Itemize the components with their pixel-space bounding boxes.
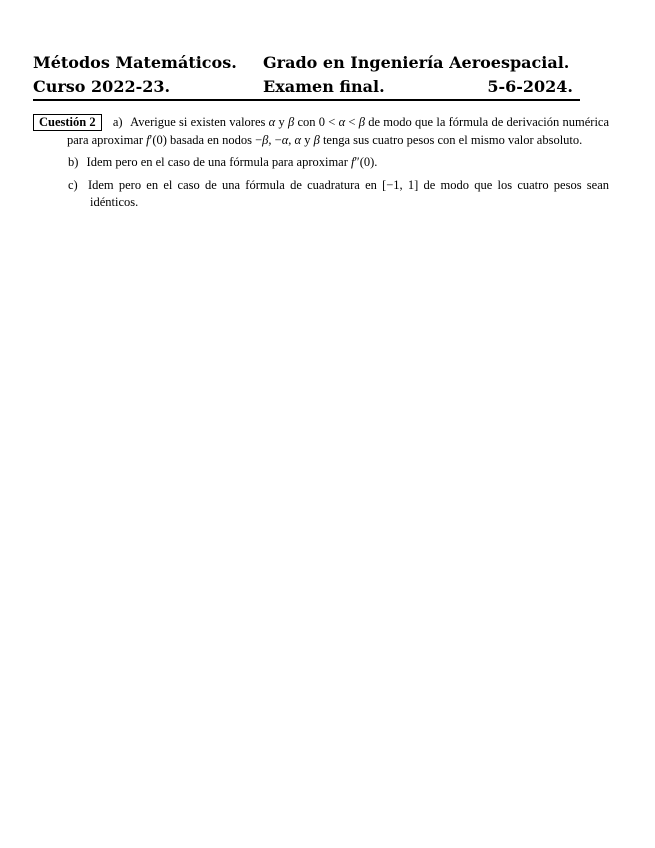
item-c-label: c)	[68, 177, 78, 192]
exam-header	[33, 51, 580, 99]
header-degree: Grado en Ingeniería Aeroespacial.	[263, 53, 570, 72]
math-symbol: f	[351, 155, 355, 169]
math-symbol: α	[268, 115, 276, 129]
math-symbol: β	[313, 132, 320, 147]
text-run: de modo que la fórmula de derivación numérica para aproximar	[67, 115, 610, 147]
text-run: Idem pero en el caso de una fórmula de cuadratura en [−1, 1] de modo que los cuatro pesos sean idénticos.	[87, 177, 610, 209]
math-symbol: α	[338, 115, 346, 129]
text-run: Idem pero en el caso de una fórmula para aproximar	[86, 155, 352, 169]
question-item-c	[68, 177, 610, 212]
math-symbol: β	[358, 115, 365, 129]
header-exam-title: Examen final.	[263, 77, 385, 96]
header-rule	[33, 99, 580, 101]
question-item-a	[39, 114, 610, 149]
header-row-1	[33, 51, 580, 75]
math-symbol: α	[294, 132, 302, 147]
text-run: <	[345, 115, 359, 129]
question-block	[33, 114, 609, 212]
header-date: 5-6-2024.	[487, 77, 573, 96]
math-symbol: β	[287, 115, 295, 129]
text-run: ,	[288, 132, 295, 147]
math-symbol: α	[281, 132, 289, 147]
text-run: y	[301, 132, 314, 147]
text-run: , −	[268, 132, 282, 147]
text-run: ″(0).	[354, 155, 378, 169]
question-item-b	[68, 154, 609, 172]
item-a-text	[67, 115, 609, 147]
item-c-text	[88, 178, 609, 210]
text-run: con 0 <	[294, 115, 339, 129]
question-number-box: Cuestión 2	[33, 114, 102, 131]
text-run: tenga sus cuatro pesos con el mismo valor absoluto.	[319, 132, 583, 147]
text-run: ′(0) basada en nodos −	[149, 132, 263, 147]
math-symbol: f	[146, 132, 150, 147]
header-row-2	[33, 75, 580, 99]
text-run: Averigue si existen valores	[130, 115, 269, 129]
math-symbol: β	[262, 132, 269, 147]
item-a-label: a)	[112, 115, 123, 129]
header-subject: Métodos Matemáticos.	[33, 53, 237, 72]
item-b-text	[87, 155, 378, 169]
header-course: Curso 2022-23.	[33, 77, 171, 96]
item-b-label: b)	[68, 155, 79, 169]
text-run: y	[275, 115, 288, 129]
